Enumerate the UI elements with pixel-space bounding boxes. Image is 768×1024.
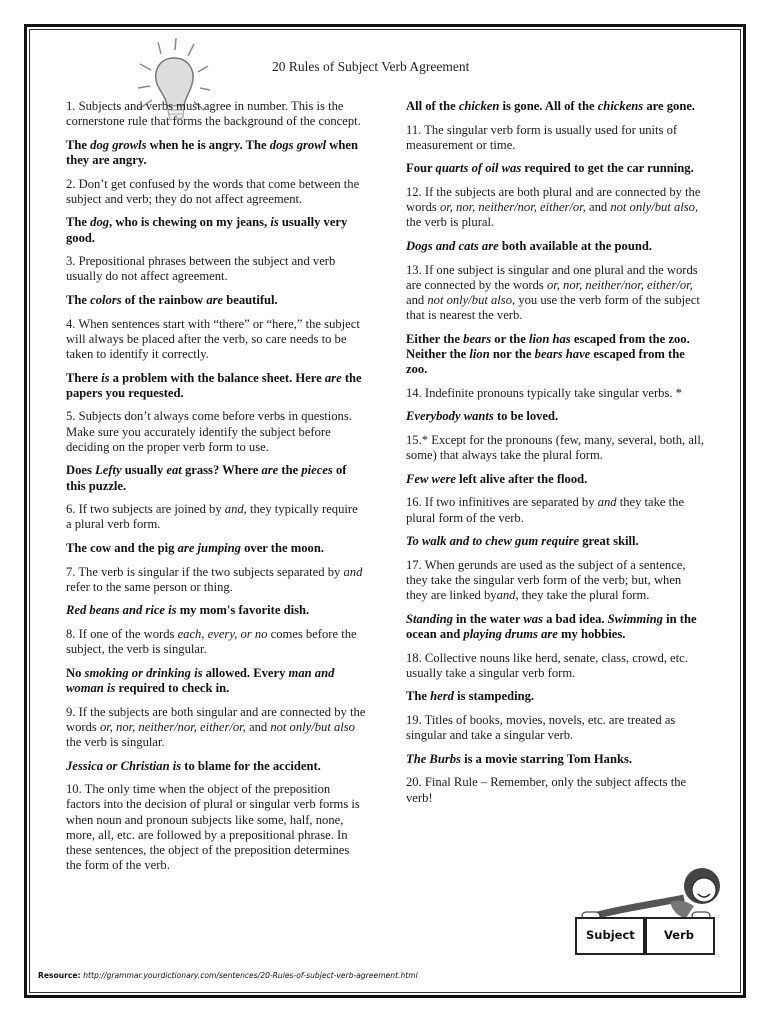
example-sentence: Four quarts of oil was required to get the car running. [406,161,694,176]
emphasis: To walk and to chew gum require [406,534,580,549]
emphasis: or, nor, neither/nor, either/or, [546,277,693,292]
rule-paragraph: 6. If two subjects are joined by and, they typically require a plural verb form. [66,502,358,532]
example-sentence: No smoking or drinking is allowed. Every man and woman is required to check in. [66,665,335,695]
example-sentence: There is a problem with the balance sheet. Here are the papers you requested. [66,370,362,400]
emphasis: not only/but also [270,719,355,734]
rule-paragraph: 16. If two infinitives are separated by and they take the plural form of the verb. [406,495,685,525]
emphasis: and [343,564,363,579]
resource-label: Resource [38,971,78,980]
example-sentence: The herd is stampeding. [406,689,535,704]
emphasis: not only/but also [427,292,513,307]
emphasis: Swimming [607,611,663,626]
emphasis: bears have [534,346,591,361]
emphasis: are [261,463,279,478]
emphasis: Jessica or Christian is [66,758,182,773]
emphasis: Standing [406,611,453,626]
emphasis: dogs growl [269,137,327,152]
example-sentence: Few were left alive after the flood. [406,471,588,486]
rule-paragraph: 14. Indefinite pronouns typically take singular verbs. * [406,385,682,400]
rule-paragraph: 18. Collective nouns like herd, senate, class, crowd, etc. usually take a singular verb form. [406,650,688,680]
resource-citation: Resource: http://grammar.yourdictionary.com/sentences/20-Rules-of-subject-verb-agreement.html [38,971,418,980]
emphasis: is [270,215,279,230]
emphasis: smoking or drinking is [84,665,203,680]
example-sentence: The Burbs is a movie starring Tom Hanks. [406,751,633,766]
emphasis: was [523,611,543,626]
rule-paragraph: 19. Titles of books, movies, novels, etc. are treated as singular and take a singular verb. [406,712,676,743]
example-sentence: Standing in the water was a bad idea. Swimming in the ocean and playing drums are my hobbies. [406,611,697,641]
example-sentence: Red beans and rice is my mom's favorite dish. [66,603,310,618]
rule-paragraph: 10. The only time when the object of the preposition factors into the decision of plural or singular verb forms is when noun and pronoun subjects like some, half, none, more, all, etc. are followed by a prepositional phrase. In these sentences, the object of the preposition determines the form of the verb. [66,782,360,873]
emphasis: man and woman is [66,665,335,695]
rule-paragraph: 3. Prepositional phrases between the subject and verb usually do not affect agreement. [66,254,336,284]
example-sentence: To walk and to chew gum require great skill. [406,534,639,549]
rule-paragraph: 15.* Except for the pronouns (few, many, several, both, all, some) that always take the plural form. [406,432,705,463]
emphasis: is [101,370,110,385]
rule-paragraph: 20. Final Rule – Remember, only the subject affects the verb! [406,775,687,805]
left-column [66,99,366,882]
example-sentence: Everybody wants to be loved. [406,409,559,424]
emphasis: and [597,495,617,510]
example-sentence: The cow and the pig are jumping over the moon. [66,540,324,555]
emphasis: and [496,588,516,603]
example-sentence: The dog, who is chewing on my jeans, is usually very good. [66,215,348,245]
emphasis: bears [463,331,492,346]
emphasis: colors [90,292,122,307]
emphasis: Red beans and rice is [66,603,177,618]
example-sentence: The dog growls when he is angry. The dogs growl when they are angry. [66,137,358,167]
emphasis: not only/but also [610,200,695,215]
subject-card-label: Subject [586,928,635,942]
rule-paragraph: 8. If one of the words each, every, or no comes before the subject, the verb is singular. [66,626,357,657]
emphasis: dog growls [90,137,147,152]
emphasis: Dogs and cats are [406,238,499,253]
emphasis: and [224,502,244,517]
rule-paragraph: 17. When gerunds are used as the subject of a sentence, they take the singular verb form of the verb; but, when they are linked byand, they take the plural form. [406,557,686,603]
girl-illustration [574,868,724,968]
example-sentence: Jessica or Christian is to blame for the accident. [66,758,321,773]
emphasis: dog [90,215,110,230]
rule-paragraph: 9. If the subjects are both singular and are connected by the words or, nor, neither/nor, either/or, and not only/but also the verb is singular. [66,704,366,749]
emphasis: chickens [597,99,644,113]
emphasis: or, nor, neither/nor, either/or, [99,719,246,734]
emphasis: lion [469,346,490,361]
rule-paragraph: 4. When sentences start with “there” or “here,” the subject will always be placed after the verb, so care needs to be taken to identify it correctly. [66,316,360,361]
rule-paragraph: 13. If one subject is singular and one plural and the words are connected by the words or, nor, neither/nor, either/or, and not only/but also, you use the verb form of the subject that is nearest the verb. [406,262,700,323]
example-sentence: All of the chicken is gone. All of the chickens are gone. [406,99,696,113]
emphasis: Few were [406,471,457,486]
rule-paragraph: 7. The verb is singular if the two subjects separated by and refer to the same person or thing. [66,564,363,594]
emphasis: The Burbs [406,751,461,766]
example-sentence: Dogs and cats are both available at the pound. [406,238,652,253]
resource-link[interactable]: http://grammar.yourdictionary.com/sentences/20-Rules-of-subject-verb-agreement.html [83,971,418,980]
rule-paragraph: 1. Subjects and verbs must agree in number. This is the cornerstone rule that forms the background of the concept. [66,99,361,129]
emphasis: are [206,292,224,307]
example-sentence: The colors of the rainbow are beautiful. [66,292,278,307]
example-sentence: Does Lefty usually eat grass? Where are the pieces of this puzzle. [66,463,347,493]
emphasis: playing drums are [463,626,558,641]
emphasis: eat [166,463,182,478]
emphasis: each, every, or no [177,626,268,641]
right-column [406,99,706,814]
example-sentence: Either the bears or the lion has escaped from the zoo. Neither the lion nor the bears have escaped from the zoo. [406,331,690,377]
subject-verb-cartoon [574,868,724,968]
emphasis: Everybody wants [406,409,494,424]
emphasis: Lefty [95,463,122,478]
rule-paragraph: 12. If the subjects are both plural and are connected by the words or, nor, neither/nor, either/or, and not only/but also, the verb is plural. [406,184,701,230]
document-title: 20 Rules of Subject Verb Agreement [272,59,470,74]
emphasis: quarts of oil was [435,161,522,176]
emphasis: are jumping [177,540,241,555]
emphasis: herd [430,689,454,704]
emphasis: are [324,370,342,385]
emphasis: pieces [301,463,333,478]
rule-paragraph: 5. Subjects don’t always come before verbs in questions. Make sure you accurately identify the subject before deciding on the proper verb form to use. [66,409,352,454]
emphasis: chicken [458,99,500,113]
rule-paragraph: 11. The singular verb form is usually used for units of measurement or time. [406,122,678,152]
emphasis: or, nor, neither/nor, either/or, [439,200,586,215]
verb-card-label: Verb [664,928,694,942]
rule-paragraph: 2. Don’t get confused by the words that come between the subject and verb; they do not affect agreement. [66,176,360,206]
emphasis: lion has [529,331,571,346]
